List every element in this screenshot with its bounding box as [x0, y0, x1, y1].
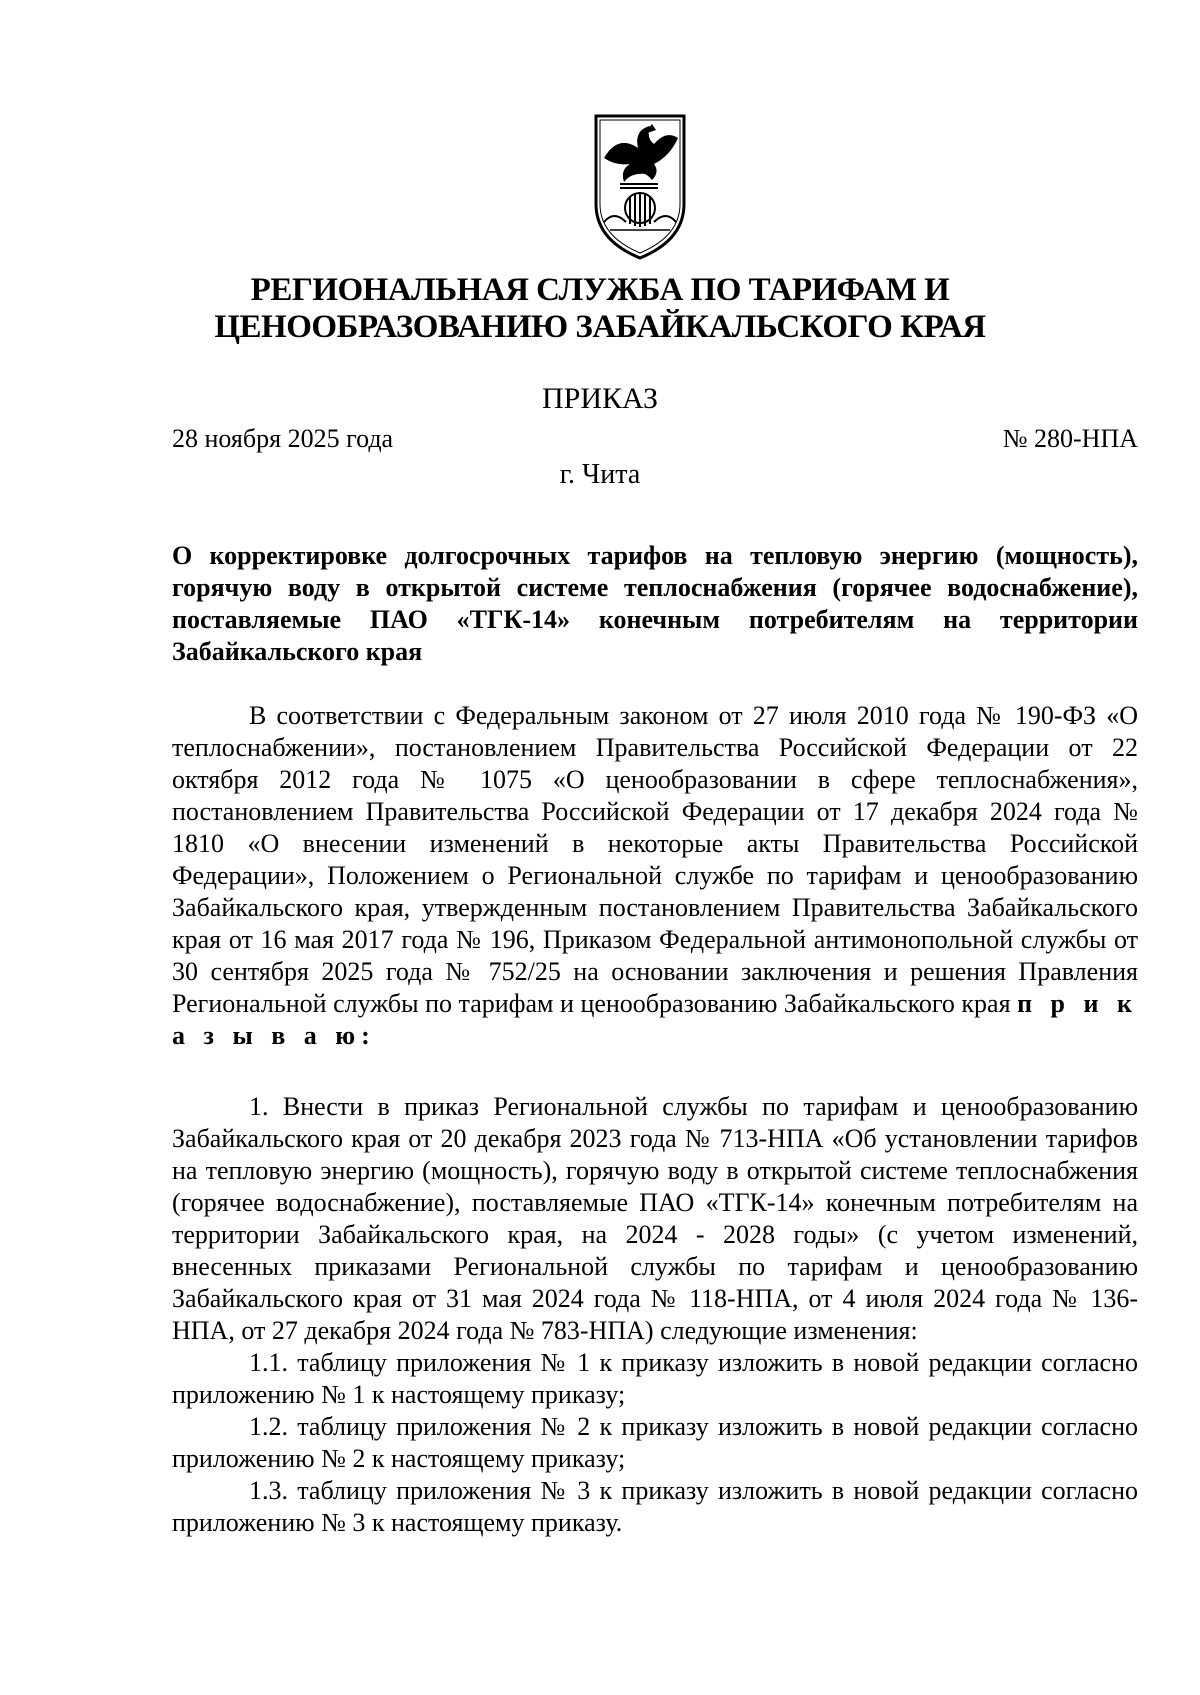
preamble-paragraph — [172, 700, 1138, 1052]
order-item: 1. Внести в приказ Региональной службы по тарифам и ценообразованию Забайкальского края от 20 декабря 2023 года № 713-НПА «Об установлении тарифов на тепловую энергию (мощность), горячую воду в открытой системе теплоснабжения (горячее водоснабжение), поставляемые ПАО «ТГК-14» конечным потребителям на территории Забайкальского края, на 2024 - 2028 годы» (с учетом изменений, внесенных приказами Региональной службы по тарифам и ценообразованию Забайкальского края от 31 мая 2024 года № 118-НПА, от 4 июля 2024 года № 136-НПА, от 27 декабря 2024 года № 783-НПА) следующие изменения: — [172, 1092, 1138, 1345]
document-number: № 280-НПА — [1002, 424, 1138, 453]
document-type: ПРИКАЗ — [542, 382, 658, 415]
org-name-line-2: ЦЕНООБРАЗОВАНИЮ ЗАБАЙКАЛЬСКОГО КРАЯ — [214, 309, 986, 345]
preamble — [172, 700, 1138, 1052]
coat-of-arms-icon — [590, 112, 690, 262]
order-item: 1.1. таблицу приложения № 1 к приказу изложить в новой редакции согласно приложению № 1 к настоящему приказу; — [172, 1348, 1138, 1409]
preamble-text: В соответствии с Федеральным законом от 27 июля 2010 года № 190-ФЗ «О теплоснабжении», постановлением Правительства Российской Федерации от 22 октября 2012 года № 1075 «О ценообразовании в сфере теплоснабжения», постановлением Правительства Российской Федерации от 17 декабря 2024 года № 1810 «О внесении изменений в некоторые акты Правительства Российской Федерации», Положением о Региональной службе по тарифам и ценообразованию Забайкальского края, утвержденным постановлением Правительства Забайкальского края от 16 мая 2017 года № 196, Приказом Федеральной антимонопольной службы от 30 сентября 2025 года № 752/25 на основании заключения и решения Правления Региональной службы по тарифам и ценообразованию Забайкальского края — [172, 701, 1138, 1018]
decree-word: п р и к а з ы в а ю: — [172, 989, 1139, 1050]
document-date: 28 ноября 2025 года — [172, 424, 394, 453]
document-city: г. Чита — [559, 459, 641, 490]
order-item: 1.3. таблицу приложения № 3 к приказу изложить в новой редакции согласно приложению № 3 к настоящему приказу. — [172, 1476, 1138, 1537]
org-name-line-1: РЕГИОНАЛЬНАЯ СЛУЖБА ПО ТАРИФАМ И — [250, 272, 950, 308]
document-title: О корректировке долгосрочных тарифов на тепловую энергию (мощность), горячую воду в открытой системе теплоснабжения (горячее водоснабжение), поставляемые ПАО «ТГК-14» конечным потребителям на территории Забайкальского края — [172, 541, 1138, 666]
order-item: 1.2. таблицу приложения № 2 к приказу изложить в новой редакции согласно приложению № 2 к настоящему приказу; — [172, 1412, 1138, 1473]
order-items — [172, 1091, 1138, 1539]
